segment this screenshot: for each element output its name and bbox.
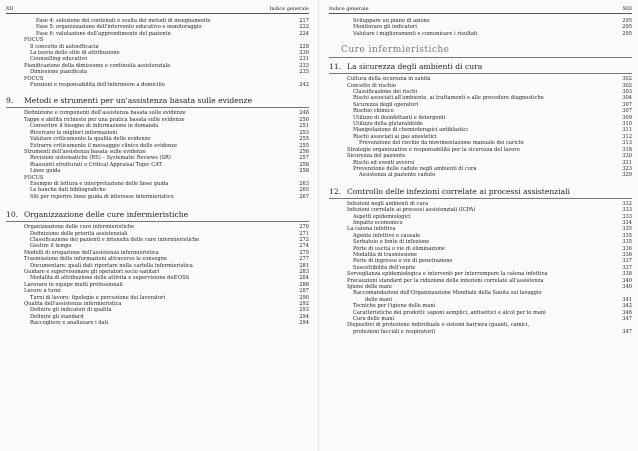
entry-page-number: 283: [299, 269, 309, 275]
page-number: XII: [6, 6, 14, 12]
toc-entry: [329, 31, 632, 37]
entry-title: Lavoro a turni: [24, 288, 61, 295]
entry-title: Rischi ed eventi avversi: [353, 159, 415, 166]
entry-title: Definizione delle priorità assistenziali: [30, 230, 128, 237]
entry-title: protezioni facciali e respiratori): [353, 328, 436, 335]
entry-page-number: 337: [622, 258, 632, 265]
chapter-heading: [6, 210, 309, 222]
entry-title: Infezioni negli ambienti di cura: [347, 200, 428, 207]
entry-title: Esempio di lettura e interpretazione delle linee guida: [30, 180, 169, 187]
entry-title: Concetto di rischio: [347, 82, 396, 89]
entry-page-number: 294: [299, 320, 309, 327]
entry-title: Documentare: quali dati riportare nella cartella infermieristica: [30, 262, 193, 269]
entry-page-number: 307: [622, 108, 632, 115]
entry-page-number: 271: [299, 230, 309, 237]
chapter-number: 12.: [329, 186, 342, 196]
entry-title: Manipolazione di chemioterapici antiblastici: [353, 127, 468, 134]
entry-page-number: 217: [299, 18, 309, 24]
toc-entry: [6, 320, 309, 326]
entry-page-number: 333: [622, 207, 632, 214]
entry-title: Cultura della sicurezza in sanità: [347, 76, 431, 83]
entry-page-number: 294: [299, 313, 309, 320]
entry-page-number: 251: [299, 123, 309, 130]
entry-title: Dimissione pianificata: [30, 69, 88, 76]
entry-page-number: 253: [299, 129, 309, 136]
entry-page-number: 295: [622, 30, 632, 37]
entry-title: Sicurezza del paziente: [347, 153, 406, 160]
entry-page-number: 295: [622, 24, 632, 31]
entry-page-number: 242: [299, 82, 309, 89]
entry-title: Porte di ingresso o vie di penetrazione: [353, 258, 453, 265]
entry-title: Modalità di attribuzione delle attività e supervisione dell'OSS: [30, 275, 190, 282]
entry-title: Fase 6: valutazione dell'apprendimento del paziente: [36, 30, 171, 37]
entry-title: Assistenza al paziente caduto: [359, 172, 436, 179]
entry-title: Convertire il bisogno di informazione in domanda: [30, 123, 159, 130]
entry-title: Tecniche per l'igiene delle mani: [353, 303, 436, 310]
entry-title: Siti per reperire linee guida di interesse infermieristico: [30, 193, 174, 200]
entry-title: FOCUS: [24, 37, 44, 44]
running-title: Indice generale: [329, 6, 369, 12]
entry-page-number: 309: [622, 114, 632, 121]
entry-title: Monitorare gli indicatori: [353, 24, 417, 31]
entry-title: Precauzioni standard per la riduzione delle infezioni correlate all'assistenza: [347, 277, 544, 284]
entry-page-number: 263: [299, 180, 309, 187]
entry-title: Serbatoio o fonte di infezione: [353, 239, 430, 246]
entry-title: Fase 4: selezione dei contenuti e scelta dei metodi di insegnamento: [36, 18, 211, 24]
entry-page-number: 341: [622, 296, 632, 303]
entry-page-number: 347: [622, 328, 632, 335]
toc-list: [329, 18, 632, 37]
entry-title: Ricercare le migliori informazioni: [30, 129, 118, 136]
entry-page-number: 235: [299, 69, 309, 76]
entry-page-number: 336: [622, 251, 632, 258]
entry-title: Raccomandazioni dell'Organizzazione Mondiale della Sanità sul lavaggio: [353, 290, 542, 297]
entry-title: Definizione e componenti dell'assistenza basata sulle evidenze: [24, 110, 186, 117]
entry-page-number: 281: [299, 262, 309, 269]
entry-title: Riassunti strutturati o Critical Appraisal Topic CAT: [30, 161, 162, 168]
entry-title: Cura delle mani: [353, 316, 395, 323]
entry-title: Gestire il tempo: [30, 243, 72, 250]
entry-title: Igiene delle mani: [347, 284, 392, 290]
chapter-number: 10.: [6, 210, 19, 220]
entry-title: Organizzazione delle cure infermieristiche: [24, 224, 135, 231]
entry-page-number: 347: [622, 316, 632, 323]
chapter-heading: [329, 62, 632, 74]
entry-title: Infezioni correlate ai processi assistenziali (ICPA): [347, 207, 476, 214]
entry-page-number: 272: [299, 236, 309, 243]
toc-list: [329, 201, 632, 336]
chapter-heading: [6, 96, 309, 108]
entry-page-number: 292: [299, 301, 309, 308]
page-header: [6, 6, 309, 14]
entry-title: Aspetti epidemiologici: [353, 213, 411, 220]
entry-page-number: 337: [622, 264, 632, 271]
entry-page-number: 334: [622, 219, 632, 226]
entry-title: Counselling educativo: [30, 56, 88, 63]
entry-page-number: 336: [622, 245, 632, 252]
entry-page-number: 295: [622, 18, 632, 24]
running-title: Indice generale: [269, 6, 309, 12]
entry-title: Rischi associati all'ambiente, ai trattamenti e alle procedure diagnostiche: [353, 95, 544, 102]
entry-page-number: 290: [299, 294, 309, 301]
entry-page-number: 321: [622, 159, 632, 166]
entry-title: Classificazione dei pazienti e intensità delle cure infermieristiche: [30, 236, 200, 243]
page-header: [329, 6, 632, 14]
entry-title: Porte di uscita o vie di eliminazione: [353, 245, 446, 252]
entry-title: Valutare i miglioramenti e comunicare i risultati: [353, 30, 478, 37]
entry-title: Le banche dati bibliografiche: [30, 187, 106, 194]
entry-page-number: 340: [622, 284, 632, 290]
entry-title: Linee guida: [30, 168, 61, 175]
entry-page-number: 265: [299, 187, 309, 194]
entry-title: Classificazione dei rischi: [353, 89, 417, 96]
entry-page-number: 293: [299, 307, 309, 314]
entry-page-number: 335: [622, 239, 632, 246]
toc-entry: [6, 194, 309, 200]
entry-page-number: 256: [299, 148, 309, 155]
entry-page-number: 335: [622, 232, 632, 239]
entry-title: Agente infettivo o causale: [353, 232, 421, 239]
entry-page-number: 250: [299, 116, 309, 123]
entry-page-number: 255: [299, 142, 309, 149]
entry-page-number: 233: [299, 62, 309, 69]
entry-page-number: 342: [622, 303, 632, 310]
toc-list: [6, 110, 309, 200]
toc-list: [6, 18, 309, 88]
entry-title: Lavorare in equipe multi professionali: [24, 281, 123, 288]
entry-title: Turni di lavoro: tipologie e percezione dei lavoratori: [30, 294, 166, 301]
entry-title: Rischi associati ai gas anestetici: [353, 133, 437, 140]
entry-page-number: 258: [299, 168, 309, 175]
chapter-number: 9.: [6, 96, 14, 106]
entry-page-number: 222: [299, 24, 309, 31]
entry-title: Guidare e supervisionare gli operatori socio sanitari: [24, 269, 160, 275]
entry-page-number: 335: [622, 226, 632, 233]
entry-title: Strumenti dell'assistenza basata sulle evidenze: [24, 148, 147, 155]
part-title: Cure infermieristiche: [341, 45, 450, 56]
entry-page-number: 338: [622, 271, 632, 278]
entry-title: La catena infettiva: [347, 226, 396, 233]
entry-page-number: 323: [622, 165, 632, 172]
chapter-title: Controllo delle infezioni correlate ai processi assistenziali: [347, 186, 571, 196]
entry-title: Pianificazione della dimissione e continuità assistenziale: [24, 62, 171, 69]
entry-title: Prevenzione del rischio da movimentazione manuale dei carichi: [359, 140, 524, 147]
entry-title: Funzioni e responsabilità dell'infermiere a domicilio: [30, 82, 165, 89]
toc-list: [6, 224, 309, 327]
entry-page-number: 311: [622, 127, 632, 134]
entry-page-number: 312: [622, 133, 632, 140]
chapter-number: 11.: [329, 62, 342, 72]
chapter-title: Organizzazione delle cure infermieristiche: [24, 210, 189, 220]
entry-title: Estrarre criticamente il messaggio clinico delle evidenze: [30, 142, 177, 149]
entry-title: Definire gli standard: [30, 313, 84, 320]
entry-title: Strategie organizzative e responsabilità per la sicurezza del lavoro: [347, 146, 520, 153]
entry-page-number: 284: [299, 275, 309, 282]
entry-title: Tappe e abilità richieste per una pratica basata sulle evidenze: [24, 116, 185, 123]
chapter-title: Metodi e strumenti per un'assistenza basata sulle evidenze: [24, 96, 253, 106]
toc-entry: [329, 172, 632, 178]
entry-title: Utilizzo di disinfettanti e detergenti: [353, 114, 446, 121]
chapter-heading: [329, 187, 632, 199]
entry-title: Definire gli indicatori di qualità: [30, 307, 112, 314]
entry-title: Valutare criticamente la qualità delle evidenze: [30, 136, 151, 143]
entry-title: Trasmissione delle informazioni attraverso le consegne: [24, 256, 167, 263]
entry-page-number: 277: [299, 256, 309, 263]
entry-title: FOCUS: [24, 174, 44, 181]
right-page: [319, 0, 638, 451]
entry-page-number: 287: [299, 288, 309, 295]
entry-title: Revisioni sistematiche (RS) – Systematic Reviews (SR): [30, 155, 171, 162]
entry-title: Impatto economico: [353, 219, 403, 226]
entry-title: Utilizzo della glutaraldeide: [353, 121, 424, 128]
entry-title: Dispositivi di protezione individuale o sistemi barriera (guanti, camici,: [347, 322, 530, 329]
entry-title: delle mani: [365, 296, 392, 303]
entry-title: Qualità dell'assistenza infermieristica: [24, 301, 122, 308]
entry-page-number: 270: [299, 224, 309, 231]
entry-page-number: 332: [622, 200, 632, 207]
entry-page-number: 231: [299, 56, 309, 63]
entry-page-number: 275: [299, 249, 309, 256]
entry-title: Modelli di erogazione dell'assistenza infermieristica: [24, 249, 159, 256]
entry-title: Prevenzione delle cadute negli ambienti di cura: [353, 165, 477, 172]
entry-page-number: 302: [622, 82, 632, 89]
entry-page-number: 230: [299, 50, 309, 57]
entry-page-number: 267: [299, 193, 309, 200]
entry-page-number: 228: [299, 43, 309, 50]
entry-page-number: 258: [299, 161, 309, 168]
entry-page-number: 340: [622, 277, 632, 284]
entry-page-number: 286: [299, 281, 309, 288]
entry-page-number: 313: [622, 140, 632, 147]
entry-page-number: 333: [622, 213, 632, 220]
entry-page-number: 274: [299, 243, 309, 250]
entry-title: Fase 5: organizzazione dell'intervento educativo e monitoraggio: [36, 24, 202, 31]
entry-title: La teoria dello stile di attribuzione: [30, 50, 120, 57]
page-number: XIII: [622, 6, 632, 12]
entry-title: Sorveglianza epidemiologica e interventi per interrompere la catena infettiva: [347, 271, 548, 278]
entry-page-number: 320: [622, 153, 632, 160]
chapter-title: La sicurezza degli ambienti di cura: [347, 62, 483, 72]
entry-title: Modalità di trasmissione: [353, 251, 417, 258]
entry-page-number: 224: [299, 30, 309, 37]
entry-page-number: 318: [622, 146, 632, 153]
toc-list: [329, 76, 632, 179]
entry-page-number: 257: [299, 155, 309, 162]
entry-title: Sicurezza degli operatori: [353, 101, 419, 108]
entry-title: Sviluppare un piano di azione: [353, 18, 430, 24]
entry-title: Rischio chimico: [353, 108, 394, 115]
entry-page-number: 303: [622, 89, 632, 96]
entry-title: FOCUS: [24, 75, 44, 82]
entry-page-number: 310: [622, 121, 632, 128]
entry-page-number: 302: [622, 76, 632, 83]
entry-page-number: 346: [622, 309, 632, 316]
toc-entry: [6, 82, 309, 88]
entry-title: Raccogliere e analizzare i dati: [30, 320, 109, 327]
entry-page-number: 255: [299, 136, 309, 143]
entry-title: Suscettibilità dell'ospite: [353, 264, 416, 271]
entry-page-number: 307: [622, 101, 632, 108]
toc-entry: [329, 329, 632, 335]
entry-title: Caratteristiche dei prodotti: saponi semplici, antisettici e alcol per le mani: [353, 309, 546, 316]
entry-page-number: 329: [622, 172, 632, 179]
entry-title: Il concetto di autoefficacia: [30, 43, 99, 50]
divider: [329, 57, 632, 58]
entry-page-number: 304: [622, 95, 632, 102]
entry-page-number: 248: [299, 110, 309, 117]
